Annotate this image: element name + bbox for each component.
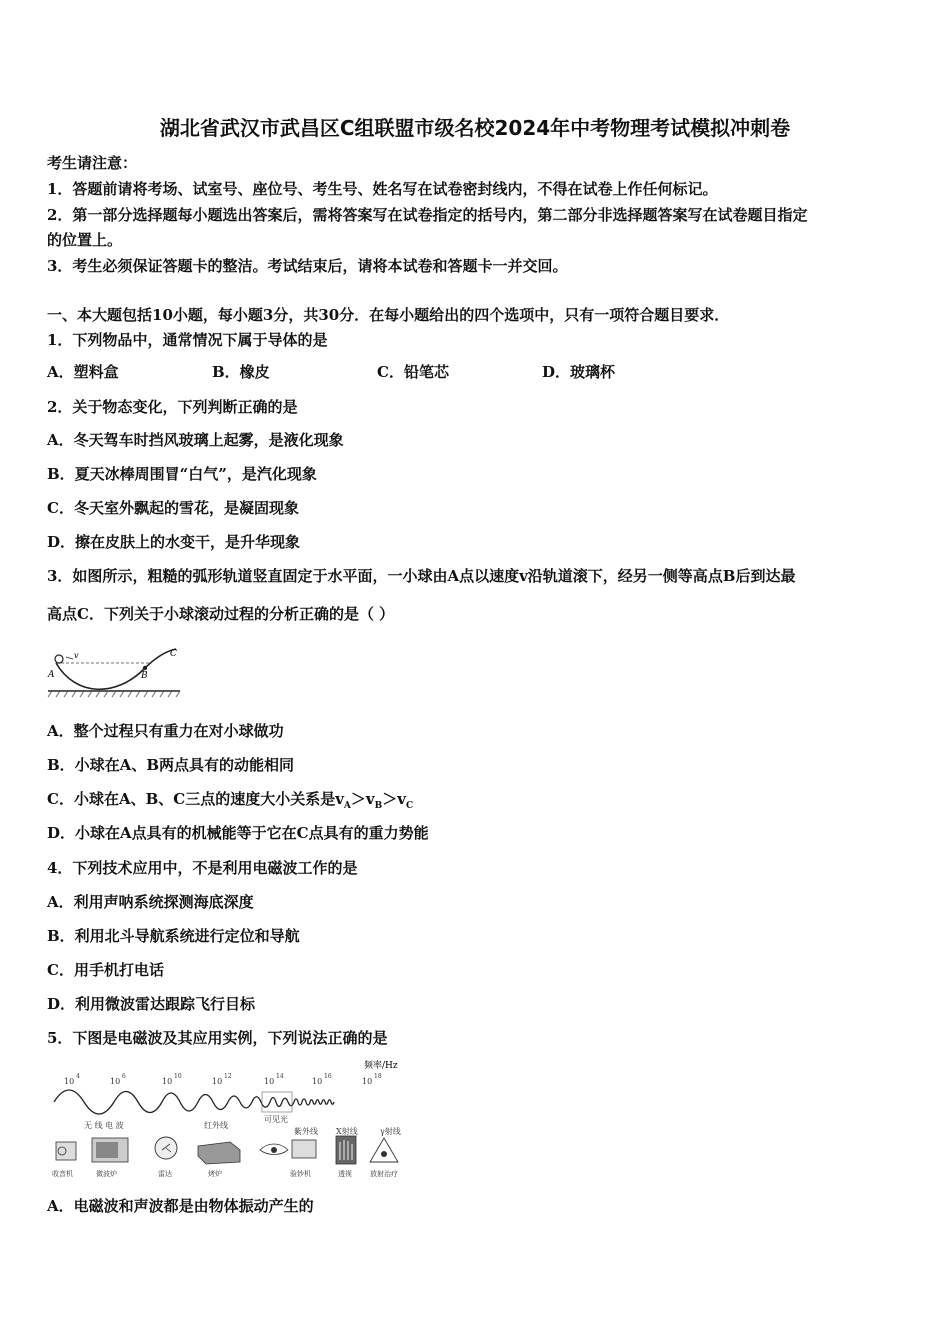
greater-than-2: ＞ [382,790,398,808]
q3-option-c-text: C．小球在A、B、C三点的速度大小关系是 [47,790,336,808]
em-spectrum-figure [46,1056,416,1180]
radiation-icon [370,1138,398,1162]
point-b-marker [143,666,147,670]
q3-option-c [47,788,413,811]
question-3-stem-line1: 3．如图所示，粗糙的弧形轨道竖直固定于水平面，一小球由A点以速度v沿轨道滚下，经另一侧等高点B后到达最 [47,567,796,585]
svg-text:10: 10 [212,1077,223,1086]
q2-option-a: A．冬天驾车时挡风玻璃上起雾，是液化现象 [47,431,344,449]
exp-12: 12 [224,1073,232,1080]
app-money-detector: 验钞机 [290,1170,311,1178]
xray-hand-icon [336,1136,356,1164]
q2-option-d: D．擦在皮肤上的水变干，是升华现象 [47,533,301,551]
app-radar: 雷达 [158,1170,172,1178]
exp-18: 18 [374,1073,382,1080]
notice-item-1: 1．答题前请将考场、试室号、座位号、考生号、姓名写在试卷密封线内，不得在试卷上作任何标记。 [47,180,718,198]
ball [55,655,63,663]
q2-option-c: C．冬天室外飘起的雪花，是凝固现象 [47,499,299,517]
exp-4: 4 [76,1073,80,1080]
greater-than-1: ＞ [350,790,366,808]
q2-option-b: B．夏天冰棒周围冒“白气”，是汽化现象 [47,465,317,483]
app-radiotherapy: 放射治疗 [370,1170,398,1178]
app-radio: 收音机 [52,1170,73,1178]
notice-item-2-cont: 的位置上。 [47,231,123,249]
velocity-arrow [66,657,73,659]
q1-option-c: C．铅笔芯 [377,363,449,381]
track-figure [46,645,186,701]
question-1-stem: 1．下列物品中，通常情况下属于导体的是 [47,331,328,349]
speed-vc: $v_C$ [397,790,414,811]
q1-option-a: A．塑料盒 [47,363,119,381]
question-4-stem: 4．下列技术应用中，不是利用电磁波工作的是 [47,859,358,877]
svg-text:10: 10 [312,1077,323,1086]
svg-text:10: 10 [362,1077,373,1086]
notice-item-2: 2．第一部分选择题每小题选出答案后，需将答案写在试卷指定的括号内，第二部分非选择题答案写在试卷题目指定 [47,206,808,224]
oven-icon [198,1142,240,1164]
band-infrared: 红外线 [204,1121,228,1130]
svg-text:10: 10 [64,1077,75,1086]
q1-option-d: D．玻璃杯 [542,363,616,381]
band-radio: 无 线 电 波 [84,1121,124,1130]
band-xray: X射线 [336,1127,358,1136]
q4-option-d: D．利用微波雷达跟踪飞行目标 [47,995,256,1013]
band-ultraviolet: 紫外线 [294,1127,318,1136]
notice-heading: 考生请注意： [47,154,138,172]
speed-vb: $v_B$ [365,790,383,811]
money-detector-icon [292,1140,316,1158]
page-title: 湖北省武汉市武昌区C组联盟市级名校2024年中考物理考试模拟冲刺卷 [159,116,791,140]
label-b: B [141,671,148,681]
q4-option-b: B．利用北斗导航系统进行定位和导航 [47,927,300,945]
question-5-stem: 5．下图是电磁波及其应用实例，下列说法正确的是 [47,1029,388,1047]
svg-text:10: 10 [110,1077,121,1086]
section-heading: 一、本大题包括10小题，每小题3分，共30分．在每小题给出的四个选项中，只有一项符合题目要求． [47,306,730,324]
band-visible: 可见光 [264,1115,288,1124]
exp-10: 10 [174,1073,182,1080]
freq-axis-label: 频率/Hz [364,1061,398,1071]
question-2-stem: 2．关于物态变化，下列判断正确的是 [47,398,298,416]
exp-6: 6 [122,1073,126,1080]
label-a: A [48,670,55,680]
svg-text:10: 10 [264,1077,275,1086]
q1-option-b: B．橡皮 [212,363,270,381]
q3-option-d: D．小球在A点具有的机械能等于它在C点具有的重力势能 [47,824,429,842]
question-3-stem-line2: 高点C．下列关于小球滚动过程的分析正确的是（ ） [47,605,395,623]
band-gamma: γ射线 [380,1127,401,1136]
q4-option-a: A．利用声呐系统探测海底深度 [47,893,254,911]
label-v: v [74,651,79,660]
q4-option-c: C．用手机打电话 [47,961,164,979]
speed-va: $v_A$ [335,790,351,811]
q5-option-a: A．电磁波和声波都是由物体振动产生的 [47,1197,314,1215]
app-oven: 烤炉 [208,1170,222,1178]
notice-item-3: 3．考生必须保证答题卡的整洁。考试结束后，请将本试卷和答题卡一并交回。 [47,257,568,275]
label-c: C [170,649,177,659]
ground-hatching [48,691,180,697]
exp-16: 16 [324,1073,332,1080]
app-xray: 透视 [338,1170,352,1178]
q3-option-b: B．小球在A、B两点具有的动能相同 [47,756,294,774]
q3-option-a: A．整个过程只有重力在对小球做功 [47,722,284,740]
svg-text:10: 10 [162,1077,173,1086]
app-microwave: 微波炉 [96,1170,117,1178]
exp-14: 14 [276,1073,284,1080]
